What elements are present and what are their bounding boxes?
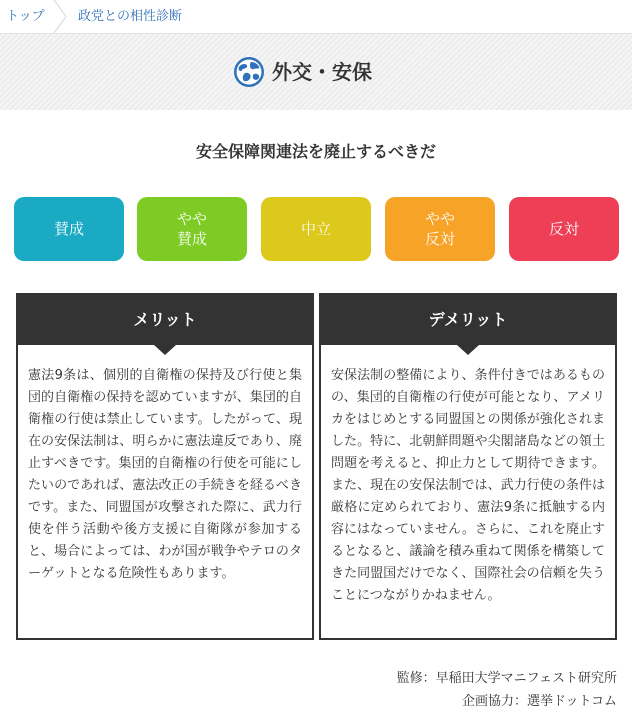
answer-oppose-label: 反対: [548, 220, 579, 238]
merit-text: 憲法9条は、個別的自衛権の保持及び行使と集団的自衛権の保持を認めていますが、集団的自衛権の行使は禁止しています。したがって、現在の安保法制は、明らかに憲法違反であり、廃止すべきです。集団的自衛権の行使を可能にしたいのであれば、憲法改正の手続きを経るべきです。また、同盟国が攻撃された際に、武力行使を伴う活動や後方支援に自衛隊が参加すると、場合によっては、わが国が戦争やテロのターゲットとなる危険性もあります。: [28, 368, 302, 581]
breadcrumb-separator-icon: [50, 0, 70, 33]
answer-somewhat-agree-label-line2: 賛成: [176, 230, 207, 248]
globe-icon: [233, 56, 265, 88]
answer-neutral-label: 中立: [300, 220, 331, 238]
merit-heading-arrow: [154, 345, 176, 355]
answer-somewhat-oppose-button[interactable]: [385, 197, 495, 261]
answer-agree-button[interactable]: [14, 197, 124, 261]
credit-cooperation: 企画協力：選挙ドットコム: [462, 694, 617, 709]
merit-heading: メリット: [18, 295, 312, 345]
answer-neutral-button[interactable]: [261, 197, 371, 261]
demerit-text: 安保法制の整備により、条件付きではあるものの、集団的自衛権の行使が可能となり、アメリカをはじめとする同盟国との関係が強化されました。特に、北朝鮮問題や尖閣諸島などの領土問題を考えると、抑止力として期待できます。また、現在の安保法制では、武力行使の条件は厳格に定められており、憲法9条に抵触する内容にはなっていません。さらに、これを廃止するとなると、議論を積み重ねて関係を構築してきた同盟国だけでなく、国際社会の信頼を失うことにつながりかねません。: [331, 368, 605, 603]
category-title: 外交・安保: [272, 60, 372, 84]
credit-supervisor: 監修：早稲田大学マニフェスト研究所: [396, 671, 617, 686]
answer-somewhat-agree-button[interactable]: [137, 197, 247, 261]
demerit-heading: デメリット: [321, 295, 615, 345]
answer-somewhat-oppose-label-line1: やや: [424, 210, 455, 228]
answer-somewhat-agree-label-line1: やや: [176, 210, 207, 228]
breadcrumb: [0, 0, 632, 33]
question-text: 安全保障関連法を廃止するべきだ: [195, 142, 436, 161]
breadcrumb-home-link[interactable]: トップ: [6, 9, 45, 24]
answer-oppose-button[interactable]: [509, 197, 619, 261]
merit-panel: [16, 293, 314, 640]
breadcrumb-current-link[interactable]: 政党との相性診断: [78, 9, 183, 24]
answer-somewhat-oppose-label-line2: 反対: [424, 230, 455, 248]
demerit-panel: [319, 293, 617, 640]
answer-agree-label: 賛成: [53, 220, 84, 238]
category-header: [0, 33, 632, 110]
demerit-heading-arrow: [457, 345, 479, 355]
